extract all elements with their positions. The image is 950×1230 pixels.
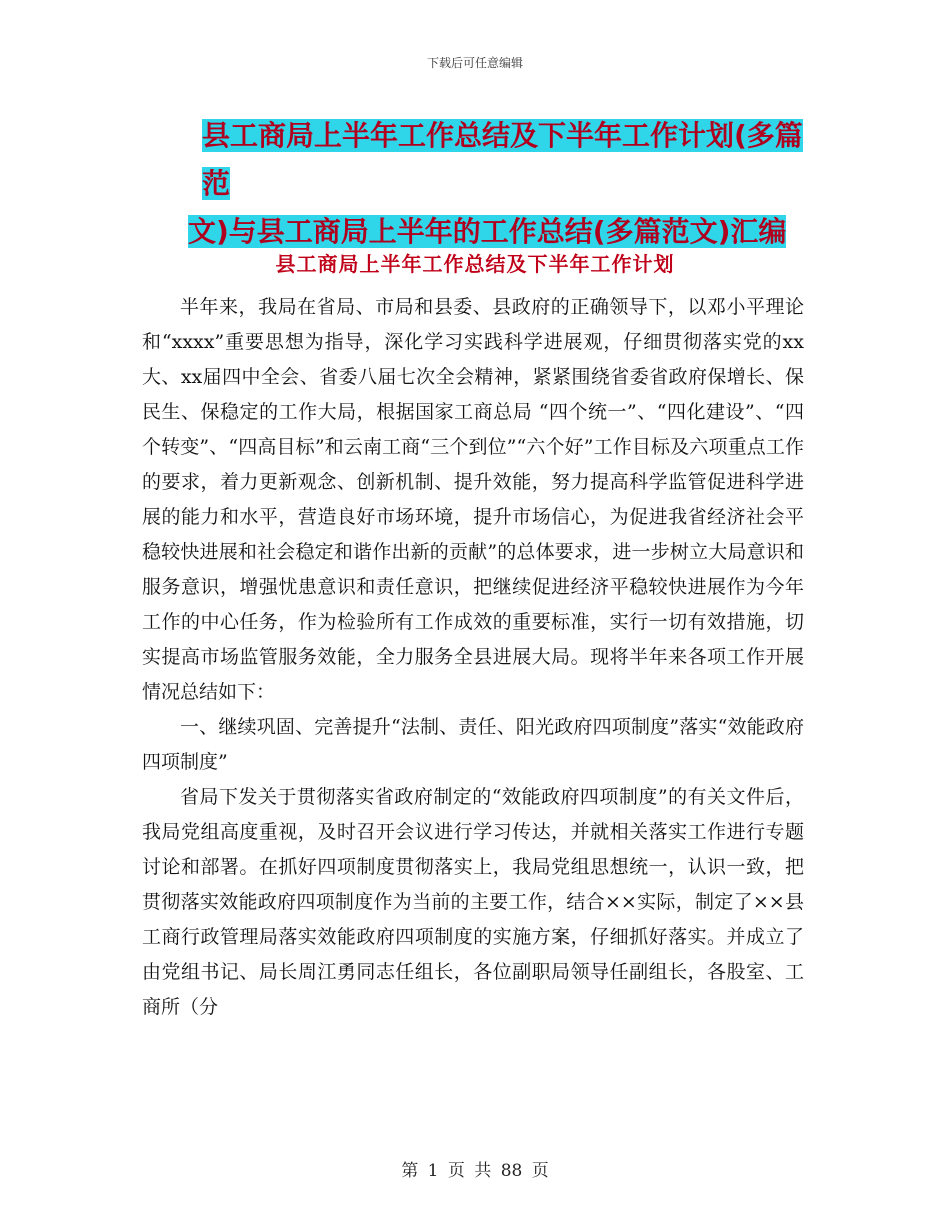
paragraph: 一、继续巩固、完善提升“法制、责任、阳光政府四项制度”落实“效能政府四项制度” (142, 716, 804, 773)
page-number-footer: 第 1 页 共 88 页 (401, 1161, 549, 1181)
title-highlight-2: 文)与县工商局上半年的工作总结(多篇范文)汇编 (188, 215, 787, 248)
document-title-line-1 (188, 112, 818, 208)
title-highlight-1: 县工商局上半年工作总结及下半年工作计划(多篇范 (202, 119, 803, 200)
body-text (142, 290, 804, 1025)
section-title: 县工商局上半年工作总结及下半年工作计划 (275, 252, 675, 276)
header-note: 下载后可任意编辑 (426, 56, 523, 70)
document-title (188, 112, 818, 256)
paragraph: 半年来，我局在省局、市局和县委、县政府的正确领导下，以邓小平理论和“xxxx”重要思想为指导，深化学习实践科学进展观，仔细贯彻落实党的xx大、xx届四中全会、省委八届七次全会精神，紧紧围绕省委省政府保增长、保民生、保稳定的工作大局，根据国家工商总局 “四个统一”、“四化建设”、“四个转变”、“四高目标”和云南工商“三个到位”“六个好”工作目标及六项重点工作的要求，着力更新观念、创新机制、提升效能，努力提高科学监管促进科学进展的能力和水平，营造良好市场环境，提升市场信心，为促进我省经济社会平稳较快进展和社会稳定和谐作出新的贡献”的总体要求，进一步树立大局意识和服务意识，增强忧患意识和责任意识，把继续促进经济平稳较快进展作为今年工作的中心任务，作为检验所有工作成效的重要标准，实行一切有效措施，切实提高市场监管服务效能，全力服务全县进展大局。现将半年来各项工作开展情况总结如下： (142, 296, 804, 703)
paragraph: 省局下发关于贯彻落实省政府制定的“效能政府四项制度”的有关文件后，我局党组高度重视，及时召开会议进行学习传达，并就相关落实工作进行专题讨论和部署。在抓好四项制度贯彻落实上，我局党组思想统一，认识一致，把贯彻落实效能政府四项制度作为当前的主要工作，结合××实际，制定了××县工商行政管理局落实效能政府四项制度的实施方案，仔细抓好落实。并成立了由党组书记、局长周江勇同志任组长，各位副职局领导任副组长，各股室、工商所（分 (142, 786, 804, 1018)
